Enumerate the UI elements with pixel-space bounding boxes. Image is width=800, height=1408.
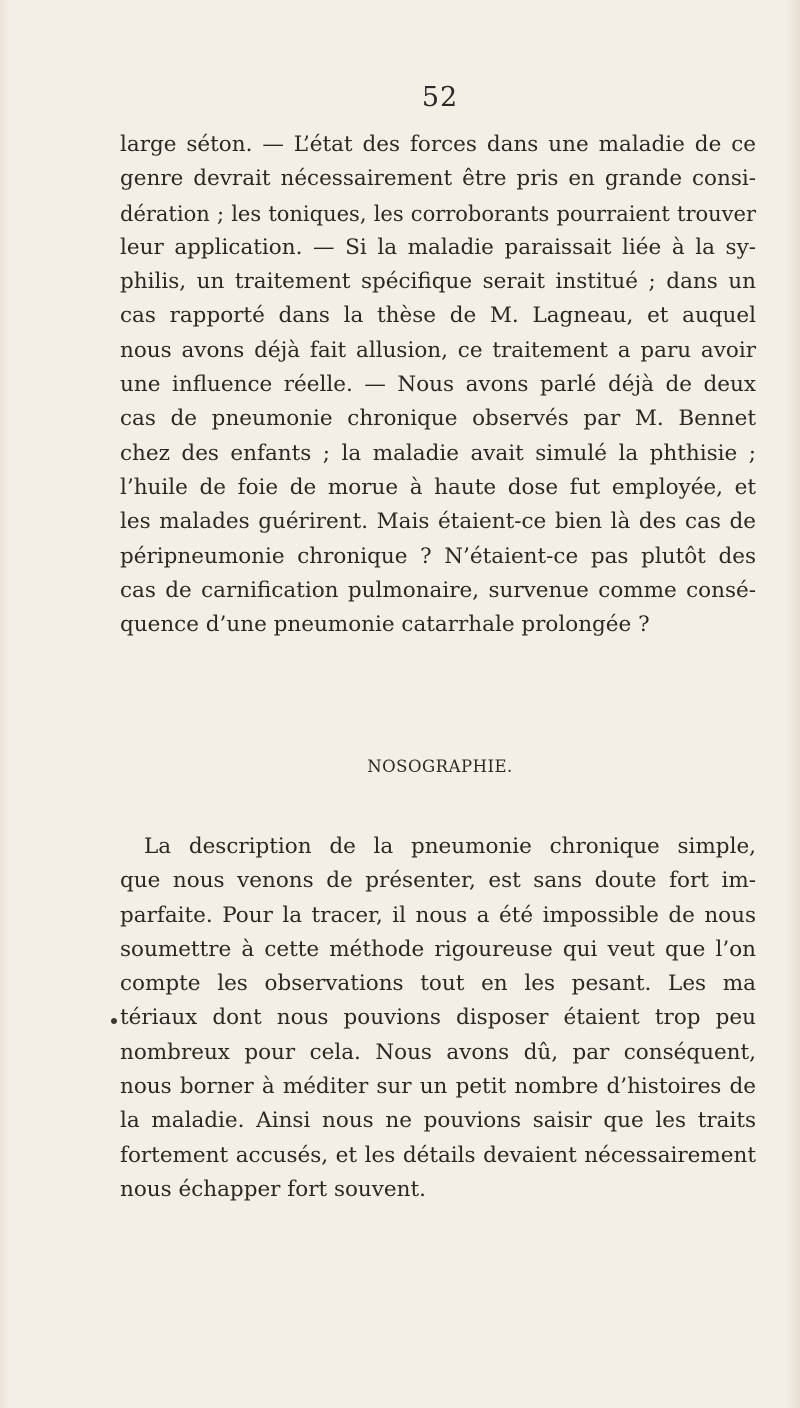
text-line: tériaux dont nous pouvions disposer étaient trop peu <box>120 1005 756 1031</box>
ink-speck <box>111 1018 117 1024</box>
text-line: compte les observations tout en les pesant. Les ma <box>120 971 756 997</box>
text-line: les malades guérirent. Mais étaient-ce bien là des cas de <box>120 509 756 535</box>
text-line: la maladie. Ainsi nous ne pouvions saisir que les traits <box>120 1108 756 1134</box>
text-line: péripneumonie chronique ? N’étaient-ce pas plutôt des <box>120 543 756 569</box>
text-line: cas rapporté dans la thèse de M. Lagneau, et auquel <box>120 303 756 329</box>
text-line: l’huile de foie de morue à haute dose fut employée, et <box>120 474 756 500</box>
text-line: large séton. — L’état des forces dans une maladie de ce <box>120 132 756 157</box>
text-line: cas de carnification pulmonaire, survenue comme consé- <box>120 577 756 603</box>
text-line: fortement accusés, et les détails devaient nécessairement <box>120 1142 756 1168</box>
paragraph-1 <box>120 128 756 642</box>
text-line: nombreux pour cela. Nous avons dû, par conséquent, <box>120 1039 756 1065</box>
text-line: leur application. — Si la maladie paraissait liée à la sy- <box>120 234 756 260</box>
text-line: quence d’une pneumonie catarrhale prolongée ? <box>120 612 650 638</box>
text-line: dération ; les toniques, les corroborants pourraient trouver <box>120 201 756 226</box>
page-edge-right <box>786 0 800 1408</box>
text-line: une influence réelle. — Nous avons parlé déjà de deux <box>120 372 756 398</box>
text-line: genre devrait nécessairement être pris en grande consi- <box>120 166 756 192</box>
page-number: 52 <box>421 82 459 113</box>
text-line: que nous venons de présenter, est sans doute fort im- <box>120 868 756 894</box>
text-line: chez des enfants ; la maladie avait simulé la phthisie ; <box>120 440 756 466</box>
text-line: nous borner à méditer sur un petit nombre d’histoires de <box>120 1074 756 1100</box>
text-line: soumettre à cette méthode rigoureuse qui veut que l’on <box>120 936 756 962</box>
text-line: nous échapper fort souvent. <box>120 1176 426 1202</box>
page-edge-left <box>0 0 10 1408</box>
text-line: philis, un traitement spécifique serait institué ; dans un <box>120 269 756 295</box>
text-line: La description de la pneumonie chronique simple, <box>144 834 756 859</box>
paragraph-2 <box>120 830 756 1207</box>
text-line: nous avons déjà fait allusion, ce traitement a paru avoir <box>120 337 756 363</box>
text-line: cas de pneumonie chronique observés par M. Bennet <box>120 406 756 432</box>
text-line: parfaite. Pour la tracer, il nous a été impossible de nous <box>120 902 756 928</box>
section-heading: NOSOGRAPHIE. <box>367 757 513 776</box>
